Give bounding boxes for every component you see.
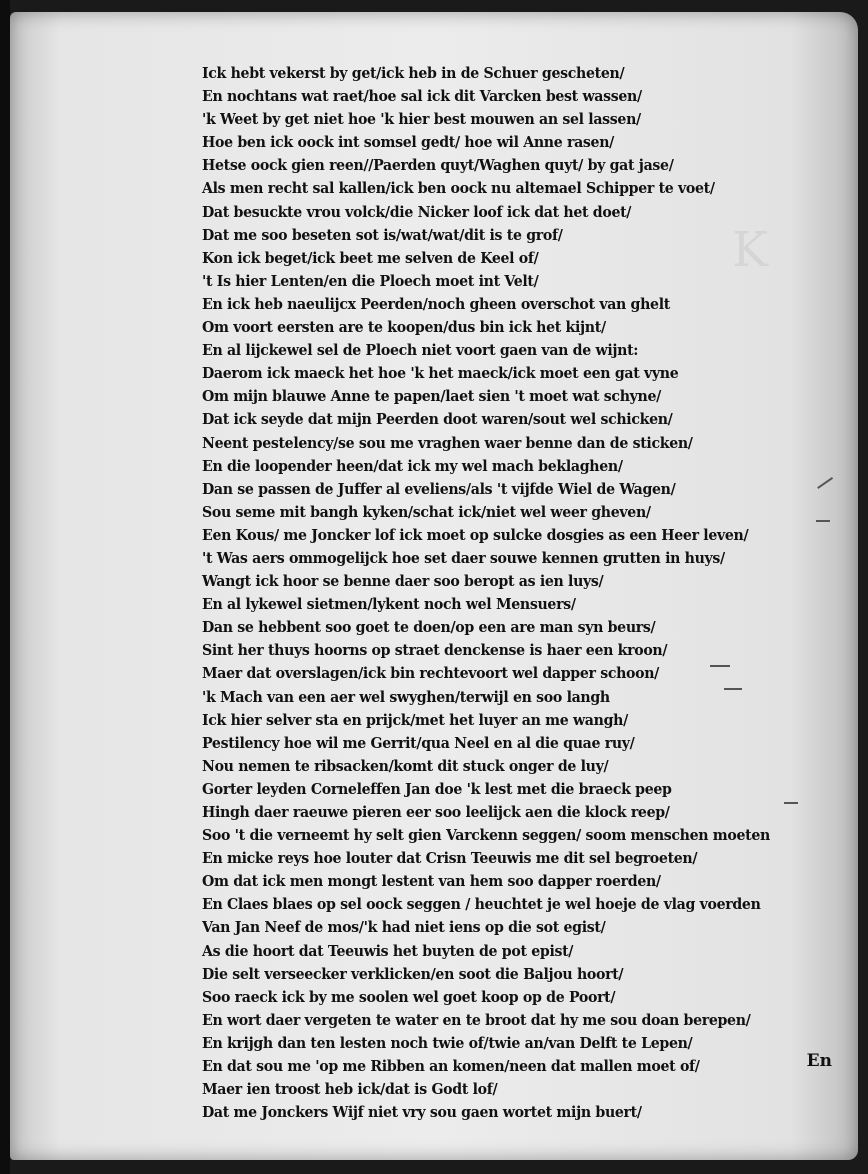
verse-line: En Claes blaes op sel oock seggen / heuchtet je wel hoeje de vlag voerden — [202, 895, 761, 914]
verse-line: En micke reys hoe louter dat Crisn Teeuwis me dit sel begroeten/ — [202, 849, 698, 868]
verse-line: 'k Weet by get niet hoe 'k hier best mouwen an sel lassen/ — [202, 110, 641, 129]
verse-line: Maer dat overslagen/ick bin rechtevoort wel dapper schoon/ — [202, 664, 660, 683]
verse-line: Hoe ben ick oock int somsel gedt/ hoe wil Anne rasen/ — [202, 133, 615, 152]
verse-line: Dan se passen de Juffer al eveliens/als 't vijfde Wiel de Wagen/ — [202, 479, 676, 498]
verse-line: Dat me soo beseten sot is/wat/wat/dit is te grof/ — [202, 225, 563, 244]
verse-line: Nou nemen te ribsacken/komt dit stuck onger de luy/ — [202, 756, 609, 775]
verse-line: Soo raeck ick by me soolen wel goet koop op de Poort/ — [202, 987, 616, 1006]
margin-mark — [724, 688, 742, 690]
verse-line: Sou seme mit bangh kyken/schat ick/niet wel weer gheven/ — [202, 502, 651, 521]
verse-line: Pestilency hoe wil me Gerrit/qua Neel en al die quae ruy/ — [202, 733, 635, 752]
verse-line: Dat ick seyde dat mijn Peerden doot waren/sout wel schicken/ — [202, 410, 673, 429]
verse-line: En die loopender heen/dat ick my wel mach beklaghen/ — [202, 456, 623, 475]
verse-line: 't Was aers ommogelijck hoe set daer souwe kennen grutten in huys/ — [202, 548, 725, 567]
verse-line: Dat besuckte vrou volck/die Nicker loof ick dat het doet/ — [202, 202, 632, 221]
verse-line: Neent pestelency/se sou me vraghen waer benne dan de sticken/ — [202, 433, 693, 452]
book-page — [10, 12, 858, 1160]
show-through-mark: K — [732, 222, 768, 278]
binding-gutter — [0, 0, 10, 1174]
verse-line: As die hoort dat Teeuwis het buyten de pot epist/ — [202, 941, 574, 960]
verse-line: Hetse oock gien reen//Paerden quyt/Waghen quyt/ by gat jase/ — [202, 156, 674, 175]
verse-line: Gorter leyden Corneleffen Jan doe 'k lest met die braeck peep — [202, 779, 672, 798]
verse-line: Dat me Jonckers Wijf niet vry sou gaen wortet mijn buert/ — [202, 1103, 642, 1122]
verse-line: Om voort eersten are te koopen/dus bin ick het kijnt/ — [202, 318, 606, 337]
verse-line: En wort daer vergeten te water en te broot dat hy me sou doan berepen/ — [202, 1010, 751, 1029]
verse-line: Als men recht sal kallen/ick ben oock nu altemael Schipper te voet/ — [202, 179, 715, 198]
verse-line: En nochtans wat raet/hoe sal ick dit Varcken best wassen/ — [202, 87, 642, 106]
margin-mark — [784, 802, 798, 804]
verse-line: En krijgh dan ten lesten noch twie of/twie an/van Delft te Lepen/ — [202, 1033, 693, 1052]
verse-line: Maer ien troost heb ick/dat is Godt lof/ — [202, 1080, 498, 1099]
verse-line: Die selt verseecker verklicken/en soot die Baljou hoort/ — [202, 964, 624, 983]
verse-line: 'k Mach van een aer wel swyghen/terwijl en soo langh — [202, 687, 610, 706]
verse-line: Om mijn blauwe Anne te papen/laet sien 't moet wat schyne/ — [202, 387, 661, 406]
verse-line: Sint her thuys hoorns op straet denckense is haer een kroon/ — [202, 641, 668, 660]
verse-line: Een Kous/ me Joncker lof ick moet op sulcke dosgies as een Heer leven/ — [202, 525, 749, 544]
verse-line: Om dat ick men mongt lestent van hem soo dapper roerden/ — [202, 872, 661, 891]
verse-line: En al lijckewel sel de Ploech niet voort gaen van de wijnt: — [202, 341, 639, 360]
verse-block — [202, 62, 852, 1124]
margin-mark — [710, 665, 730, 667]
verse-line: 't Is hier Lenten/en die Ploech moet int Velt/ — [202, 271, 539, 290]
verse-line: Ick hebt vekerst by get/ick heb in de Schuer gescheten/ — [202, 64, 625, 82]
catchword: En — [806, 1051, 832, 1071]
verse-line: En ick heb naeulijcx Peerden/noch gheen overschot van ghelt — [202, 294, 670, 313]
verse-line: Hingh daer raeuwe pieren eer soo leelijck aen die klock reep/ — [202, 803, 670, 821]
verse-line: En dat sou me 'op me Ribben an komen/neen dat mallen moet of/ — [202, 1057, 700, 1076]
verse-line: Van Jan Neef de mos/'k had niet iens op die sot egist/ — [202, 918, 606, 937]
verse-line: Dan se hebbent soo goet te doen/op een are man syn beurs/ — [202, 618, 656, 637]
verse-line: Ick hier selver sta en prijck/met het luyer an me wangh/ — [202, 710, 628, 729]
verse-line: Wangt ick hoor se benne daer soo beropt as ien luys/ — [202, 572, 604, 591]
verse-line: Soo 't die verneemt hy selt gien Varckenn seggen/ soom menschen moeten — [202, 826, 770, 845]
margin-mark — [816, 520, 830, 522]
verse-line: Kon ick beget/ick beet me selven de Keel of/ — [202, 248, 539, 267]
verse-line: En al lykewel sietmen/lykent noch wel Mensuers/ — [202, 595, 576, 614]
verse-line: Daerom ick maeck het hoe 'k het maeck/ick moet een gat vyne — [202, 364, 679, 383]
